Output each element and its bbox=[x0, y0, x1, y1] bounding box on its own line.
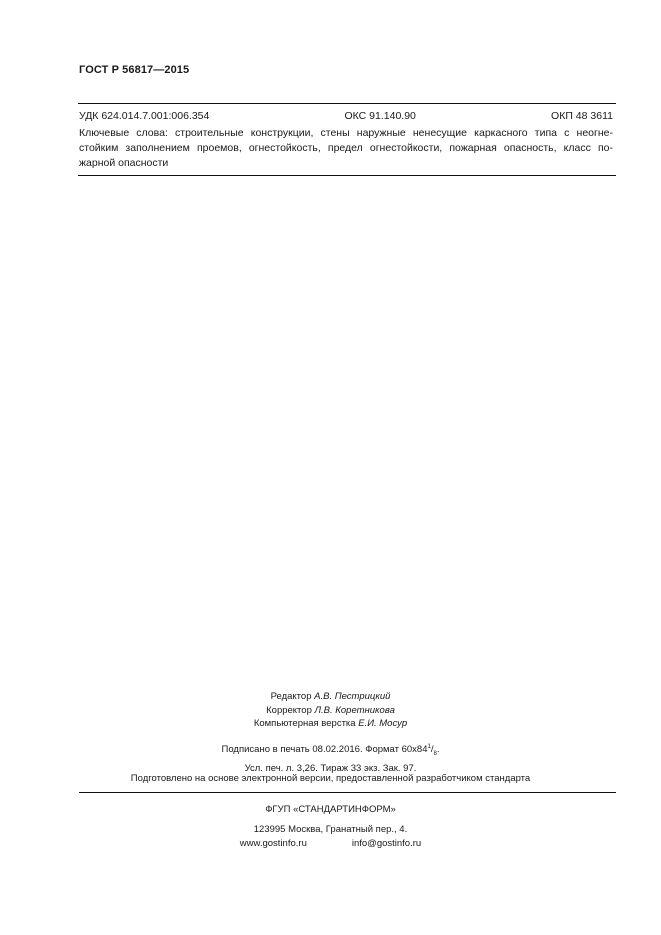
document-code: ГОСТ Р 56817—2015 bbox=[79, 64, 190, 76]
classification-row bbox=[79, 110, 613, 122]
corrector-name: Л.В. Коретникова bbox=[314, 704, 395, 716]
corrector-label: Корректор bbox=[266, 704, 312, 716]
keywords-paragraph bbox=[79, 126, 613, 171]
publisher-contacts bbox=[0, 823, 661, 850]
okp-code: ОКП 48 3611 bbox=[551, 110, 613, 122]
oks-code: ОКС 91.140.90 bbox=[344, 110, 416, 122]
print-info-block bbox=[0, 741, 661, 775]
prepared-note: Подготовлено на основе электронной версии, предоставленной разработчиком стандарта bbox=[130, 773, 531, 784]
top-divider bbox=[78, 103, 616, 104]
format-end: . bbox=[436, 744, 440, 756]
publisher-address: 123995 Москва, Гранатный пер., 4. bbox=[253, 824, 408, 835]
signed-text: Подписано в печать 08.02.2016. Формат 60x84 bbox=[221, 744, 428, 756]
layout-name: Е.И. Мосур bbox=[358, 718, 408, 729]
keywords-line: Ключевые слова: строительные конструкции, стены наружные ненесущие каркасного типа с неогне- bbox=[79, 127, 613, 139]
editor-name: А.В. Пестрицкий bbox=[314, 691, 391, 702]
editor-line bbox=[0, 690, 661, 704]
format-denominator: 8 bbox=[433, 751, 437, 758]
layout-label: Компьютерная верстка bbox=[253, 718, 356, 729]
imprint-divider bbox=[79, 792, 616, 793]
layout-line bbox=[0, 717, 661, 731]
format-numerator: 1 bbox=[427, 744, 431, 750]
email-link[interactable]: info@gostinfo.ru bbox=[351, 837, 422, 849]
keywords-line: жарной опасности bbox=[79, 157, 169, 169]
udk-code: УДК 624.014.7.001:006.354 bbox=[79, 110, 210, 122]
corrector-line bbox=[0, 704, 661, 718]
staff-block bbox=[0, 690, 661, 731]
website-link[interactable]: www.gostinfo.ru bbox=[239, 837, 307, 849]
signed-line: Подписано в печать 08.02.2016. Формат $60x84^1/_8$. bbox=[221, 744, 440, 758]
contacts-row bbox=[0, 837, 661, 851]
print-details: Усл. печ. л. 3,26. Тираж 33 экз. Зак. 97. bbox=[244, 762, 417, 774]
keywords-line: стойким заполнением проемов, огнестойкость, предел огнестойкости, пожарная опасность, класс по- bbox=[79, 142, 613, 154]
bottom-divider bbox=[78, 175, 616, 176]
editor-label: Редактор bbox=[270, 691, 312, 702]
publisher-name: ФГУП «СТАНДАРТИНФОРМ» bbox=[265, 804, 396, 815]
